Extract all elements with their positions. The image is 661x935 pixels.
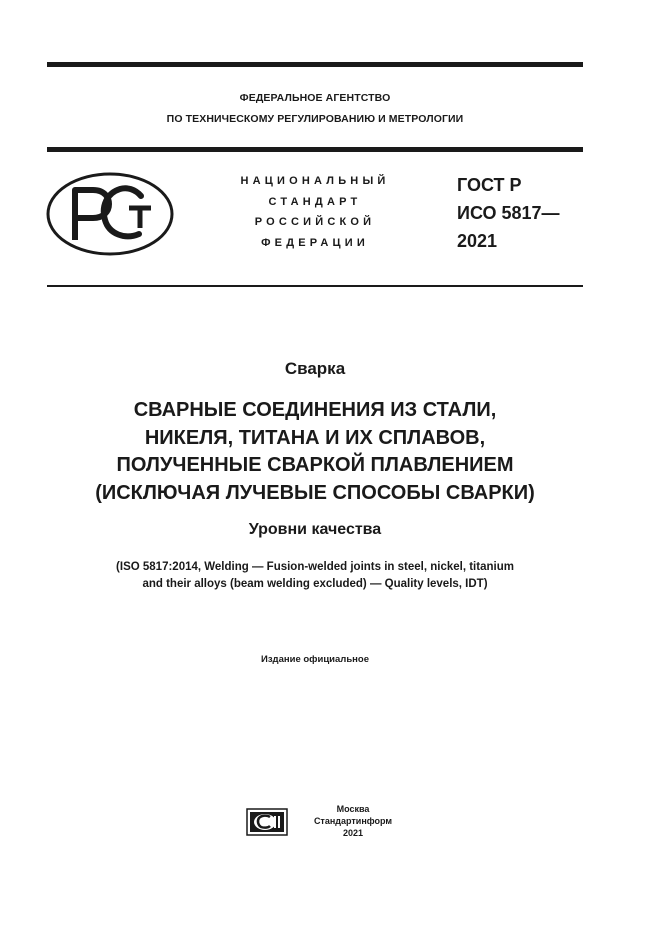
header-rule: [47, 147, 583, 152]
iso-reference-line: (ISO 5817:2014, Welding — Fusion-welded joints in steel, nickel, titanium: [116, 561, 514, 573]
designation-line: 2021: [457, 231, 498, 251]
national-standard-line: СТАНДАРТ: [268, 195, 362, 208]
designation-line: ГОСТ Р: [457, 175, 522, 195]
top-rule: [47, 62, 583, 67]
iso-reference: [47, 559, 583, 593]
iso-reference-line: and their alloys (beam welding excluded) — Quality levels, IDT): [142, 578, 488, 590]
publisher-info: [310, 803, 396, 839]
standartinform-logo-icon: [246, 808, 288, 836]
designation-line: ИСО 5817—: [457, 203, 560, 223]
title-line: СВАРНЫЕ СОЕДИНЕНИЯ ИЗ СТАЛИ,: [133, 399, 497, 421]
section-rule: [47, 285, 583, 287]
publisher-year: 2021: [342, 828, 364, 838]
national-standard-line: ФЕДЕРАЦИИ: [261, 236, 369, 249]
subject-heading: Сварка: [284, 359, 346, 378]
title-line: НИКЕЛЯ, ТИТАНА И ИХ СПЛАВОВ,: [144, 426, 486, 449]
title-line: ПОЛУЧЕННЫЕ СВАРКОЙ ПЛАВЛЕНИЕМ: [116, 454, 514, 476]
document-title: [47, 397, 583, 507]
agency-line-2: ПО ТЕХНИЧЕСКОМУ РЕГУЛИРОВАНИЮ И МЕТРОЛОГИИ: [166, 113, 464, 125]
national-standard-line: НАЦИОНАЛЬНЫЙ: [240, 175, 390, 187]
agency-line-1: ФЕДЕРАЛЬНОЕ АГЕНТСТВО: [239, 92, 391, 104]
edition-label: Издание официальное: [261, 654, 369, 665]
national-standard-line: РОССИЙСКОЙ: [254, 216, 376, 228]
document-subtitle: Уровни качества: [248, 521, 382, 538]
standard-designation: [457, 171, 560, 255]
national-standard-label: [220, 171, 410, 253]
publisher-name: Стандартинформ: [313, 816, 393, 826]
title-line: (ИСКЛЮЧАЯ ЛУЧЕВЫЕ СПОСОБЫ СВАРКИ): [95, 481, 535, 504]
rst-emblem-icon: [45, 172, 175, 256]
publisher-city: Москва: [336, 804, 370, 814]
